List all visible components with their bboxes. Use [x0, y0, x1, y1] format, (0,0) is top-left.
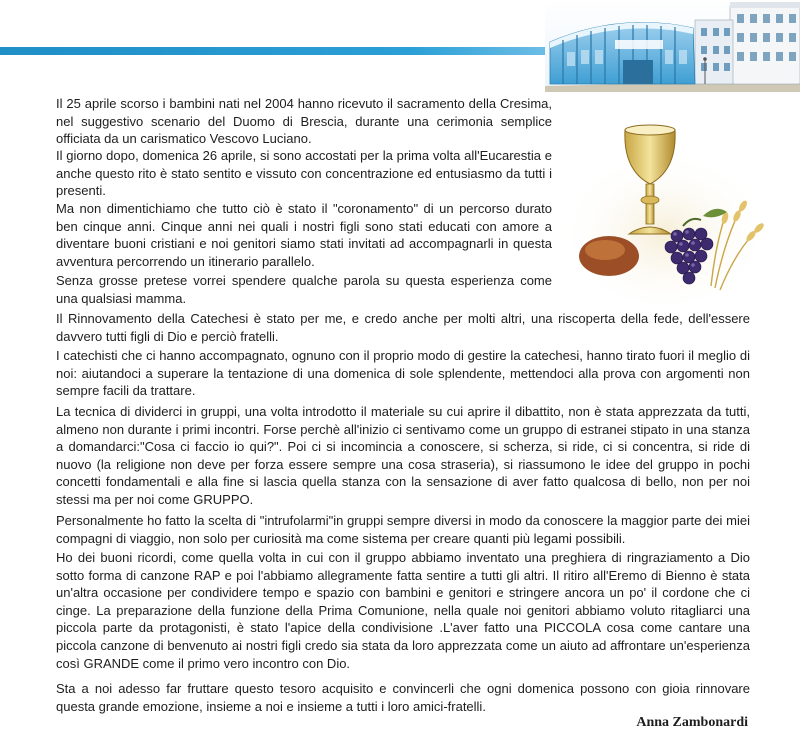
article-paragraph: Il Rinnovamento della Catechesi è stato per me, e credo anche per molti altri, una riscoperta della fede, dell'essere davvero tutti figli di Dio e perciò fratelli. [56, 311, 750, 344]
author-signature: Anna Zambonardi [636, 715, 748, 730]
article-paragraph: La tecnica di dividerci in gruppi, una volta introdotto il materiale su cui aprire il dibattito, non è stata apprezzata da tutti, almeno non durante i primi incontri. Forse perchè all'inizio ci sentivamo come un gruppo di estranei stipato in una stanza a domandarci:"Cosa ci faccio io qui?". Poi ci si incomincia a conoscere, si scherza, si ride, ci si concentra, si ride di nuovo (la religione non deve per forza essere sempre una cosa straseria), si riassumono le idee del gruppo in pochi concetti fondamentali e alla fine si lascia quella stanza con la sensazione di aver fatto qualcosa di bello, non per noi stessi ma per noi come GRUPPO. [56, 404, 750, 507]
header-color-band [0, 47, 585, 55]
article-paragraph: Il giorno dopo, domenica 26 aprile, si sono accostati per la prima volta all'Eucarestia e anche questo rito è stato sentito e vissuto con concentrazione ed entusiasmo da tutti i presenti. [56, 148, 552, 199]
article-paragraph: Ma non dimentichiamo che tutto ciò è stato il "coronamento" di un percorso durato ben cinque anni. Cinque anni nei quali i nostri figli sono stati educati con amore a diventare buoni cristiani e noi genitori siamo stati invitati ad accompagnarli in questa avventura percorrendo un itinerario parallelo. [56, 201, 552, 269]
school-building-illustration [545, 0, 800, 92]
article-paragraph: Ho dei buoni ricordi, come quella volta in cui con il gruppo abbiamo inventato una preghiera di ringraziamento a Dio sotto forma di canzone RAP e poi l'abbiamo allegramente fatta sentire a tutti gli altri. Il ritiro all'Eremo di Bienno è stata un'altra occasione per condividere tempo e spazio con bambini e genitori e stringere ancora un po' il cordone che ci cinge. La preparazione della funzione della Prima Comunione, nella quale noi genitori abbiamo voluto ritagliarci una piccola parte da protagonisti, è stato l'apice della condivisione .L'aver fatto una PICCOLA cosa come cantare una piccola canzone di benvenuto ai nostri figli credo sia stata da loro apprezzata come un aiuto ad affrontare un'esperienza così GRANDE come il primo vero incontro con Dio. [56, 550, 750, 671]
article-paragraph: Personalmente ho fatto la scelta di "intrufolarmi"in gruppi sempre diversi in modo da conoscere la maggior parte dei miei compagni di viaggio, non solo per curiosità ma come sistema per creare quanti più legami possibili. [56, 513, 750, 546]
article-paragraph: Il 25 aprile scorso i bambini nati nel 2004 hanno ricevuto il sacramento della Cresima, nel suggestivo scenario del Duomo di Brescia, durante una cerimonia semplice officiata da un carismatico Vescovo Luciano. [56, 96, 552, 147]
article-paragraph: Sta a noi adesso far fruttare questo tesoro acquisito e convincerli che ogni domenica possono con gioia rinnovare questa grande emozione, insieme a noi e insieme a tutti i loro amici-fratelli. [56, 681, 750, 714]
article-paragraph: I catechisti che ci hanno accompagnato, ognuno con il proprio modo di gestire la catechesi, hanno tirato fuori il meglio di noi: aiutandoci a superare la tentazione di una domenica di sole splendente, mettendoci alla prova con argomenti non sempre facili da trattare. [56, 348, 750, 399]
chalice-bread-grapes-illustration [565, 108, 765, 308]
article-paragraph: Senza grosse pretese vorrei spendere qualche parola su questa esperienza come una qualsiasi mamma. [56, 273, 552, 306]
